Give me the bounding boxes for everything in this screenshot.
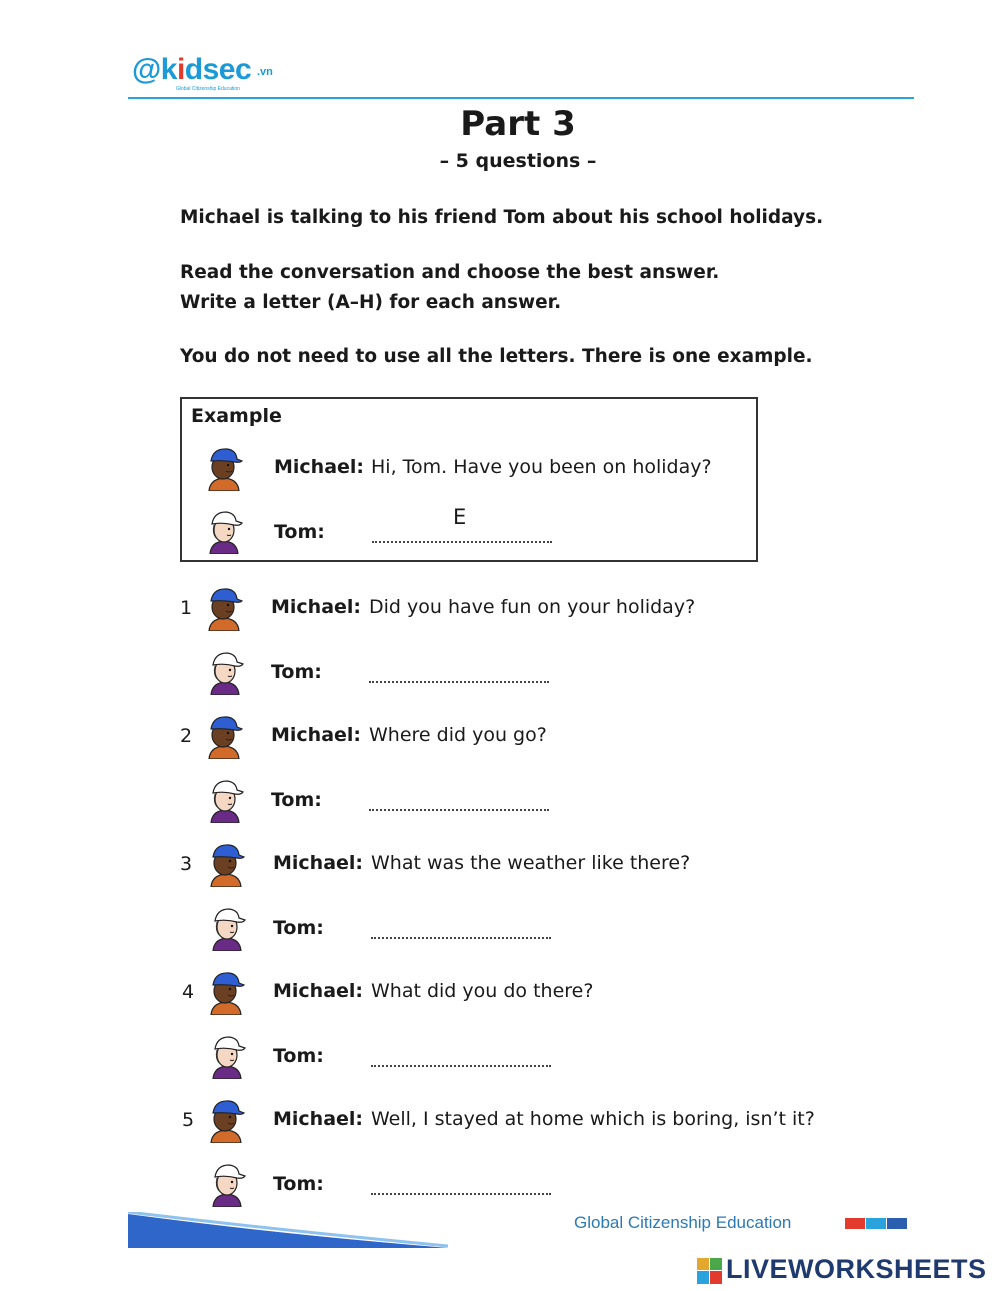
instruction-line: Read the conversation and choose the best answer. (180, 262, 720, 283)
question-text: Did you have fun on your holiday? (369, 596, 696, 618)
speaker-label-tom: Tom: (274, 521, 325, 543)
speaker-label-tom: Tom: (271, 789, 322, 811)
tom-avatar-icon (207, 903, 247, 951)
speaker-label-michael: Michael: (271, 596, 362, 618)
kidsec-logo (132, 52, 292, 92)
logo-tagline: Global Citizenship Education (176, 86, 240, 92)
speaker-label-michael: Michael: (273, 1108, 364, 1130)
tom-avatar-icon (207, 1031, 247, 1079)
speaker-label-michael: Michael: (274, 456, 365, 478)
michael-avatar-icon (206, 839, 246, 887)
tom-avatar-icon (205, 775, 245, 823)
page-subtitle: – 5 questions – (439, 150, 597, 172)
answer-field-5[interactable] (371, 1171, 551, 1195)
answer-field-4[interactable] (371, 1043, 551, 1067)
speaker-label-michael: Michael: (273, 980, 364, 1002)
speaker-label-michael: Michael: (271, 724, 362, 746)
question-number: 2 (180, 725, 193, 747)
question-number: 5 (182, 1109, 195, 1131)
example-answer-value: E (453, 505, 467, 529)
page-title: Part 3 (460, 104, 576, 144)
speaker-label-tom: Tom: (273, 917, 324, 939)
instruction-line: Write a letter (A–H) for each answer. (180, 292, 562, 313)
question-text: What was the weather like there? (371, 852, 691, 874)
header-divider (128, 97, 914, 99)
question-number: 3 (180, 853, 193, 875)
footer-decor-band (128, 1212, 448, 1252)
liveworksheets-wordmark[interactable]: LIVEWORKSHEETS (726, 1254, 987, 1284)
liveworksheets-badge-icon (697, 1258, 722, 1284)
speaker-label-tom: Tom: (273, 1173, 324, 1195)
michael-avatar-icon (204, 711, 244, 759)
answer-field-1[interactable] (369, 659, 549, 683)
question-text: What did you do there? (371, 980, 594, 1002)
answer-field-2[interactable] (369, 787, 549, 811)
instruction-line: You do not need to use all the letters. There is one example. (180, 346, 813, 367)
question-text: Well, I stayed at home which is boring, isn’t it? (371, 1108, 815, 1130)
michael-avatar-icon (204, 443, 244, 491)
example-heading: Example (191, 405, 282, 427)
footer-color-squares-icon (845, 1218, 907, 1229)
tom-avatar-icon (204, 506, 244, 554)
footer-brand-text: Global Citizenship Education (574, 1213, 792, 1232)
tom-avatar-icon (205, 647, 245, 695)
speaker-label-tom: Tom: (273, 1045, 324, 1067)
example-question-text: Hi, Tom. Have you been on holiday? (371, 456, 712, 478)
answer-field-3[interactable] (371, 915, 551, 939)
logo-suffix: .vn (257, 66, 273, 78)
michael-avatar-icon (206, 1095, 246, 1143)
question-text: Where did you go? (369, 724, 547, 746)
speaker-label-tom: Tom: (271, 661, 322, 683)
logo-wordmark: @kidsec (132, 53, 252, 86)
tom-avatar-icon (207, 1159, 247, 1207)
question-number: 1 (180, 597, 193, 619)
speaker-label-michael: Michael: (273, 852, 364, 874)
question-number: 4 (182, 981, 195, 1003)
intro-text: Michael is talking to his friend Tom about his school holidays. (180, 207, 824, 228)
michael-avatar-icon (206, 967, 246, 1015)
michael-avatar-icon (204, 583, 244, 631)
